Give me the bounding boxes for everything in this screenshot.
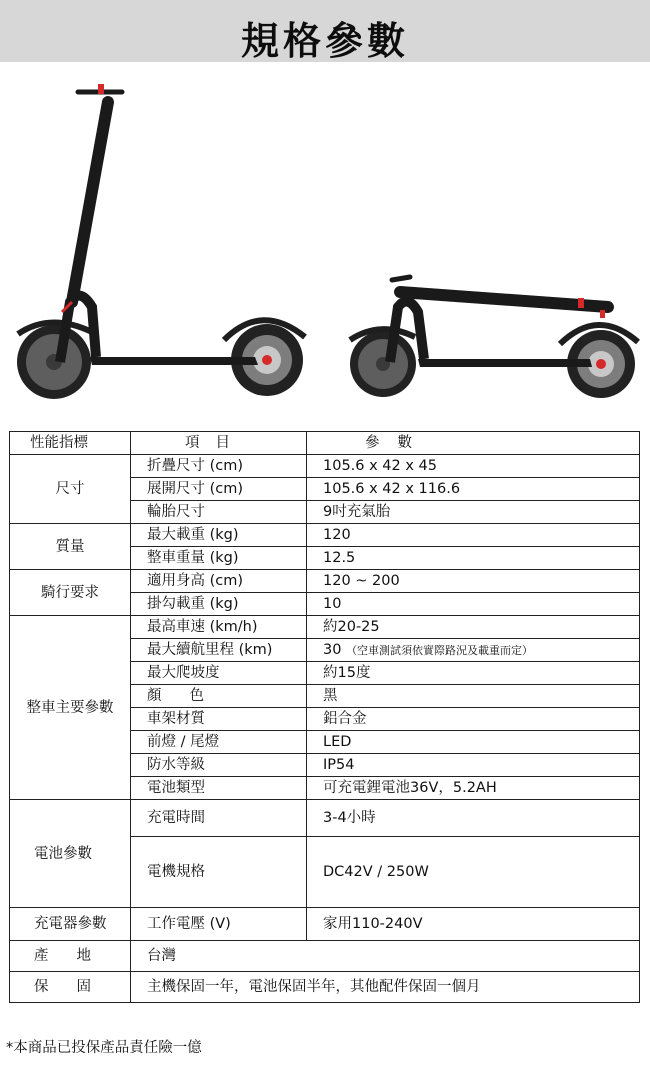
value-cell: IP54 — [307, 754, 640, 777]
item-cell: 最高車速 (km/h) — [131, 616, 307, 639]
header-value: 參數 — [307, 432, 640, 455]
item-cell: 顏色 — [131, 685, 307, 708]
category-riding: 騎行要求 — [10, 570, 131, 616]
range-note: （空車測試須依實際路況及載重而定） — [346, 643, 534, 657]
value-cell: 120 ~ 200 — [307, 570, 640, 593]
value-cell: 約20-25 — [307, 616, 640, 639]
item-cell: 展開尺寸 (cm) — [131, 478, 307, 501]
header-category: 性能指標 — [10, 432, 131, 455]
value-cell: 家用110-240V — [307, 908, 640, 941]
item-cell: 充電時間 — [131, 800, 307, 837]
table-row — [10, 800, 640, 837]
value-cell: 黑 — [307, 685, 640, 708]
item-cell: 輪胎尺寸 — [131, 501, 307, 524]
value-cell — [307, 639, 640, 662]
item-cell: 最大爬坡度 — [131, 662, 307, 685]
value-cell: 3-4小時 — [307, 800, 640, 837]
scooter-unfolded-illustration — [17, 84, 305, 399]
spec-table — [9, 431, 640, 1003]
scooter-folded-illustration — [350, 277, 638, 398]
item-cell: 電機規格 — [131, 837, 307, 908]
item-cell: 掛勾載重 (kg) — [131, 593, 307, 616]
category-origin: 產地 — [10, 941, 131, 972]
table-row — [10, 524, 640, 547]
warranty-value: 主機保固一年，電池保固半年，其他配件保固一個月 — [131, 972, 640, 1003]
item-cell: 折疊尺寸 (cm) — [131, 455, 307, 478]
value-cell: 9吋充氣胎 — [307, 501, 640, 524]
value-cell: 10 — [307, 593, 640, 616]
value-cell: 12.5 — [307, 547, 640, 570]
table-row — [10, 972, 640, 1003]
value-cell: 105.6 x 42 x 116.6 — [307, 478, 640, 501]
page-title: 規格參數 — [240, 19, 409, 63]
product-image — [0, 62, 650, 422]
table-row — [10, 616, 640, 639]
value-cell: DC42V / 250W — [307, 837, 640, 908]
value-cell: 鋁合金 — [307, 708, 640, 731]
footnote: *本商品已投保產品責任險一億 — [6, 1040, 202, 1056]
table-row — [10, 570, 640, 593]
item-cell: 車架材質 — [131, 708, 307, 731]
category-battery: 電池參數 — [10, 800, 131, 908]
table-header-row — [10, 432, 640, 455]
item-cell: 工作電壓 (V) — [131, 908, 307, 941]
value-cell: 約15度 — [307, 662, 640, 685]
value-cell: LED — [307, 731, 640, 754]
table-row — [10, 941, 640, 972]
category-mass: 質量 — [10, 524, 131, 570]
item-cell: 最大續航里程 (km) — [131, 639, 307, 662]
header-item: 項目 — [131, 432, 307, 455]
category-size: 尺寸 — [10, 455, 131, 524]
value-cell: 120 — [307, 524, 640, 547]
item-cell: 電池類型 — [131, 777, 307, 800]
category-warranty: 保固 — [10, 972, 131, 1003]
origin-value: 台灣 — [131, 941, 640, 972]
item-cell: 最大載重 (kg) — [131, 524, 307, 547]
category-charger: 充電器參數 — [10, 908, 131, 941]
item-cell: 防水等級 — [131, 754, 307, 777]
table-row — [10, 455, 640, 478]
range-value: 30 — [323, 641, 342, 658]
value-cell: 105.6 x 42 x 45 — [307, 455, 640, 478]
header-banner — [0, 0, 650, 62]
item-cell: 適用身高 (cm) — [131, 570, 307, 593]
item-cell: 前燈 / 尾燈 — [131, 731, 307, 754]
item-cell: 整車重量 (kg) — [131, 547, 307, 570]
table-row — [10, 908, 640, 941]
value-cell: 可充電鋰電池36V，5.2AH — [307, 777, 640, 800]
category-main-params: 整車主要參數 — [10, 616, 131, 800]
